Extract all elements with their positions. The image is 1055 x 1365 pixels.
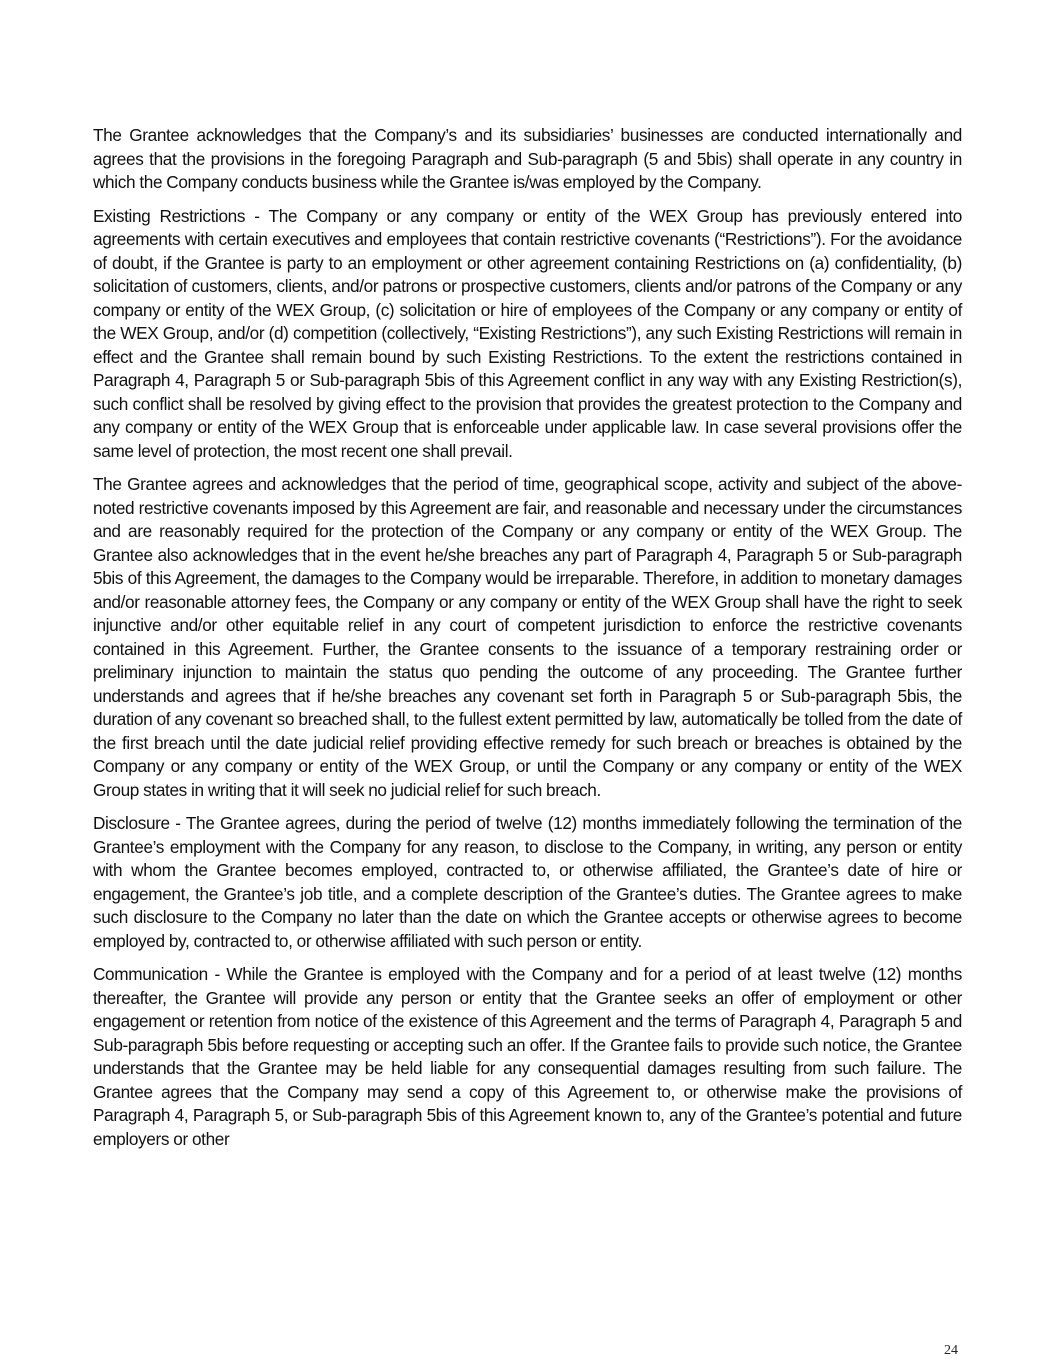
paragraph-international-scope: The Grantee acknowledges that the Company’s and its subsidiaries’ businesses are conducted internationally and agrees that the provisions in the foregoing Paragraph and Sub-paragraph (5 and 5bis) shall operate in any country in which the Company conducts business while the Grantee is/was employed by the Company. <box>93 125 962 192</box>
document-page <box>93 124 962 1161</box>
page-number: 24 <box>944 1343 958 1358</box>
paragraph-communication: Communication - While the Grantee is employed with the Company and for a period of at least twelve (12) months thereafter, the Grantee will provide any person or entity that the Grantee seeks an offer of employment or other engagement or retention from notice of the existence of this Agreement and the terms of Paragraph 4, Paragraph 5 and Sub-paragraph 5bis before requesting or accepting such an offer. If the Grantee fails to provide such notice, the Grantee understands that the Grantee may be held liable for any consequential damages resulting from such failure. The Grantee agrees that the Company may send a copy of this Agreement to, or otherwise make the provisions of Paragraph 4, Paragraph 5, or Sub-paragraph 5bis of this Agreement known to, any of the Grantee’s potential and future employers or other <box>93 964 962 1149</box>
paragraph-disclosure: Disclosure - The Grantee agrees, during the period of twelve (12) months immediately following the termination of the Grantee’s employment with the Company for any reason, to disclose to the Company, in writing, any person or entity with whom the Grantee becomes employed, contracted to, or otherwise affiliated, the Grantee’s date of hire or engagement, the Grantee’s job title, and a complete description of the Grantee’s duties. The Grantee agrees to make such disclosure to the Company no later than the date on which the Grantee accepts or otherwise agrees to become employed by, contracted to, or otherwise affiliated with such person or entity. <box>93 813 962 951</box>
paragraph-reasonableness-and-remedies: The Grantee agrees and acknowledges that the period of time, geographical scope, activity and subject of the above-noted restrictive covenants imposed by this Agreement are fair, and reasonable and necessary under the circumstances and are reasonably required for the protection of the Company or any company or entity of the WEX Group. The Grantee also acknowledges that in the event he/she breaches any part of Paragraph 4, Paragraph 5 or Sub-paragraph 5bis of this Agreement, the damages to the Company would be irreparable. Therefore, in addition to monetary damages and/or reasonable attorney fees, the Company or any company or entity of the WEX Group shall have the right to seek injunctive and/or other equitable relief in any court of competent jurisdiction to enforce the restrictive covenants contained in this Agreement. Further, the Grantee consents to the issuance of a temporary restraining order or preliminary injunction to maintain the status quo pending the outcome of any proceeding. The Grantee further understands and agrees that if he/she breaches any covenant set forth in Paragraph 5 or Sub-paragraph 5bis, the duration of any covenant so breached shall, to the fullest extent permitted by law, automatically be tolled from the date of the first breach until the date judicial relief providing effective remedy for such breach or breaches is obtained by the Company or any company or entity of the WEX Group, or until the Company or any company or entity of the WEX Group states in writing that it will seek no judicial relief for such breach. <box>93 474 962 800</box>
paragraph-existing-restrictions: Existing Restrictions - The Company or any company or entity of the WEX Group has previously entered into agreements with certain executives and employees that contain restrictive covenants (“Restrictions”). For the avoidance of doubt, if the Grantee is party to an employment or other agreement containing Restrictions on (a) confidentiality, (b) solicitation of customers, clients, and/or patrons or prospective customers, clients and/or patrons of the Company or any company or entity of the WEX Group, (c) solicitation or hire of employees of the Company or any company or entity of the WEX Group, and/or (d) competition (collectively, “Existing Restrictions”), any such Existing Restrictions will remain in effect and the Grantee shall remain bound by such Existing Restrictions. To the extent the restrictions contained in Paragraph 4, Paragraph 5 or Sub-paragraph 5bis of this Agreement conflict in any way with any Existing Restriction(s), such conflict shall be resolved by giving effect to the provision that provides the greatest protection to the Company and any company or entity of the WEX Group that is enforceable under applicable law. In case several provisions offer the same level of protection, the most recent one shall prevail. <box>93 205 962 461</box>
